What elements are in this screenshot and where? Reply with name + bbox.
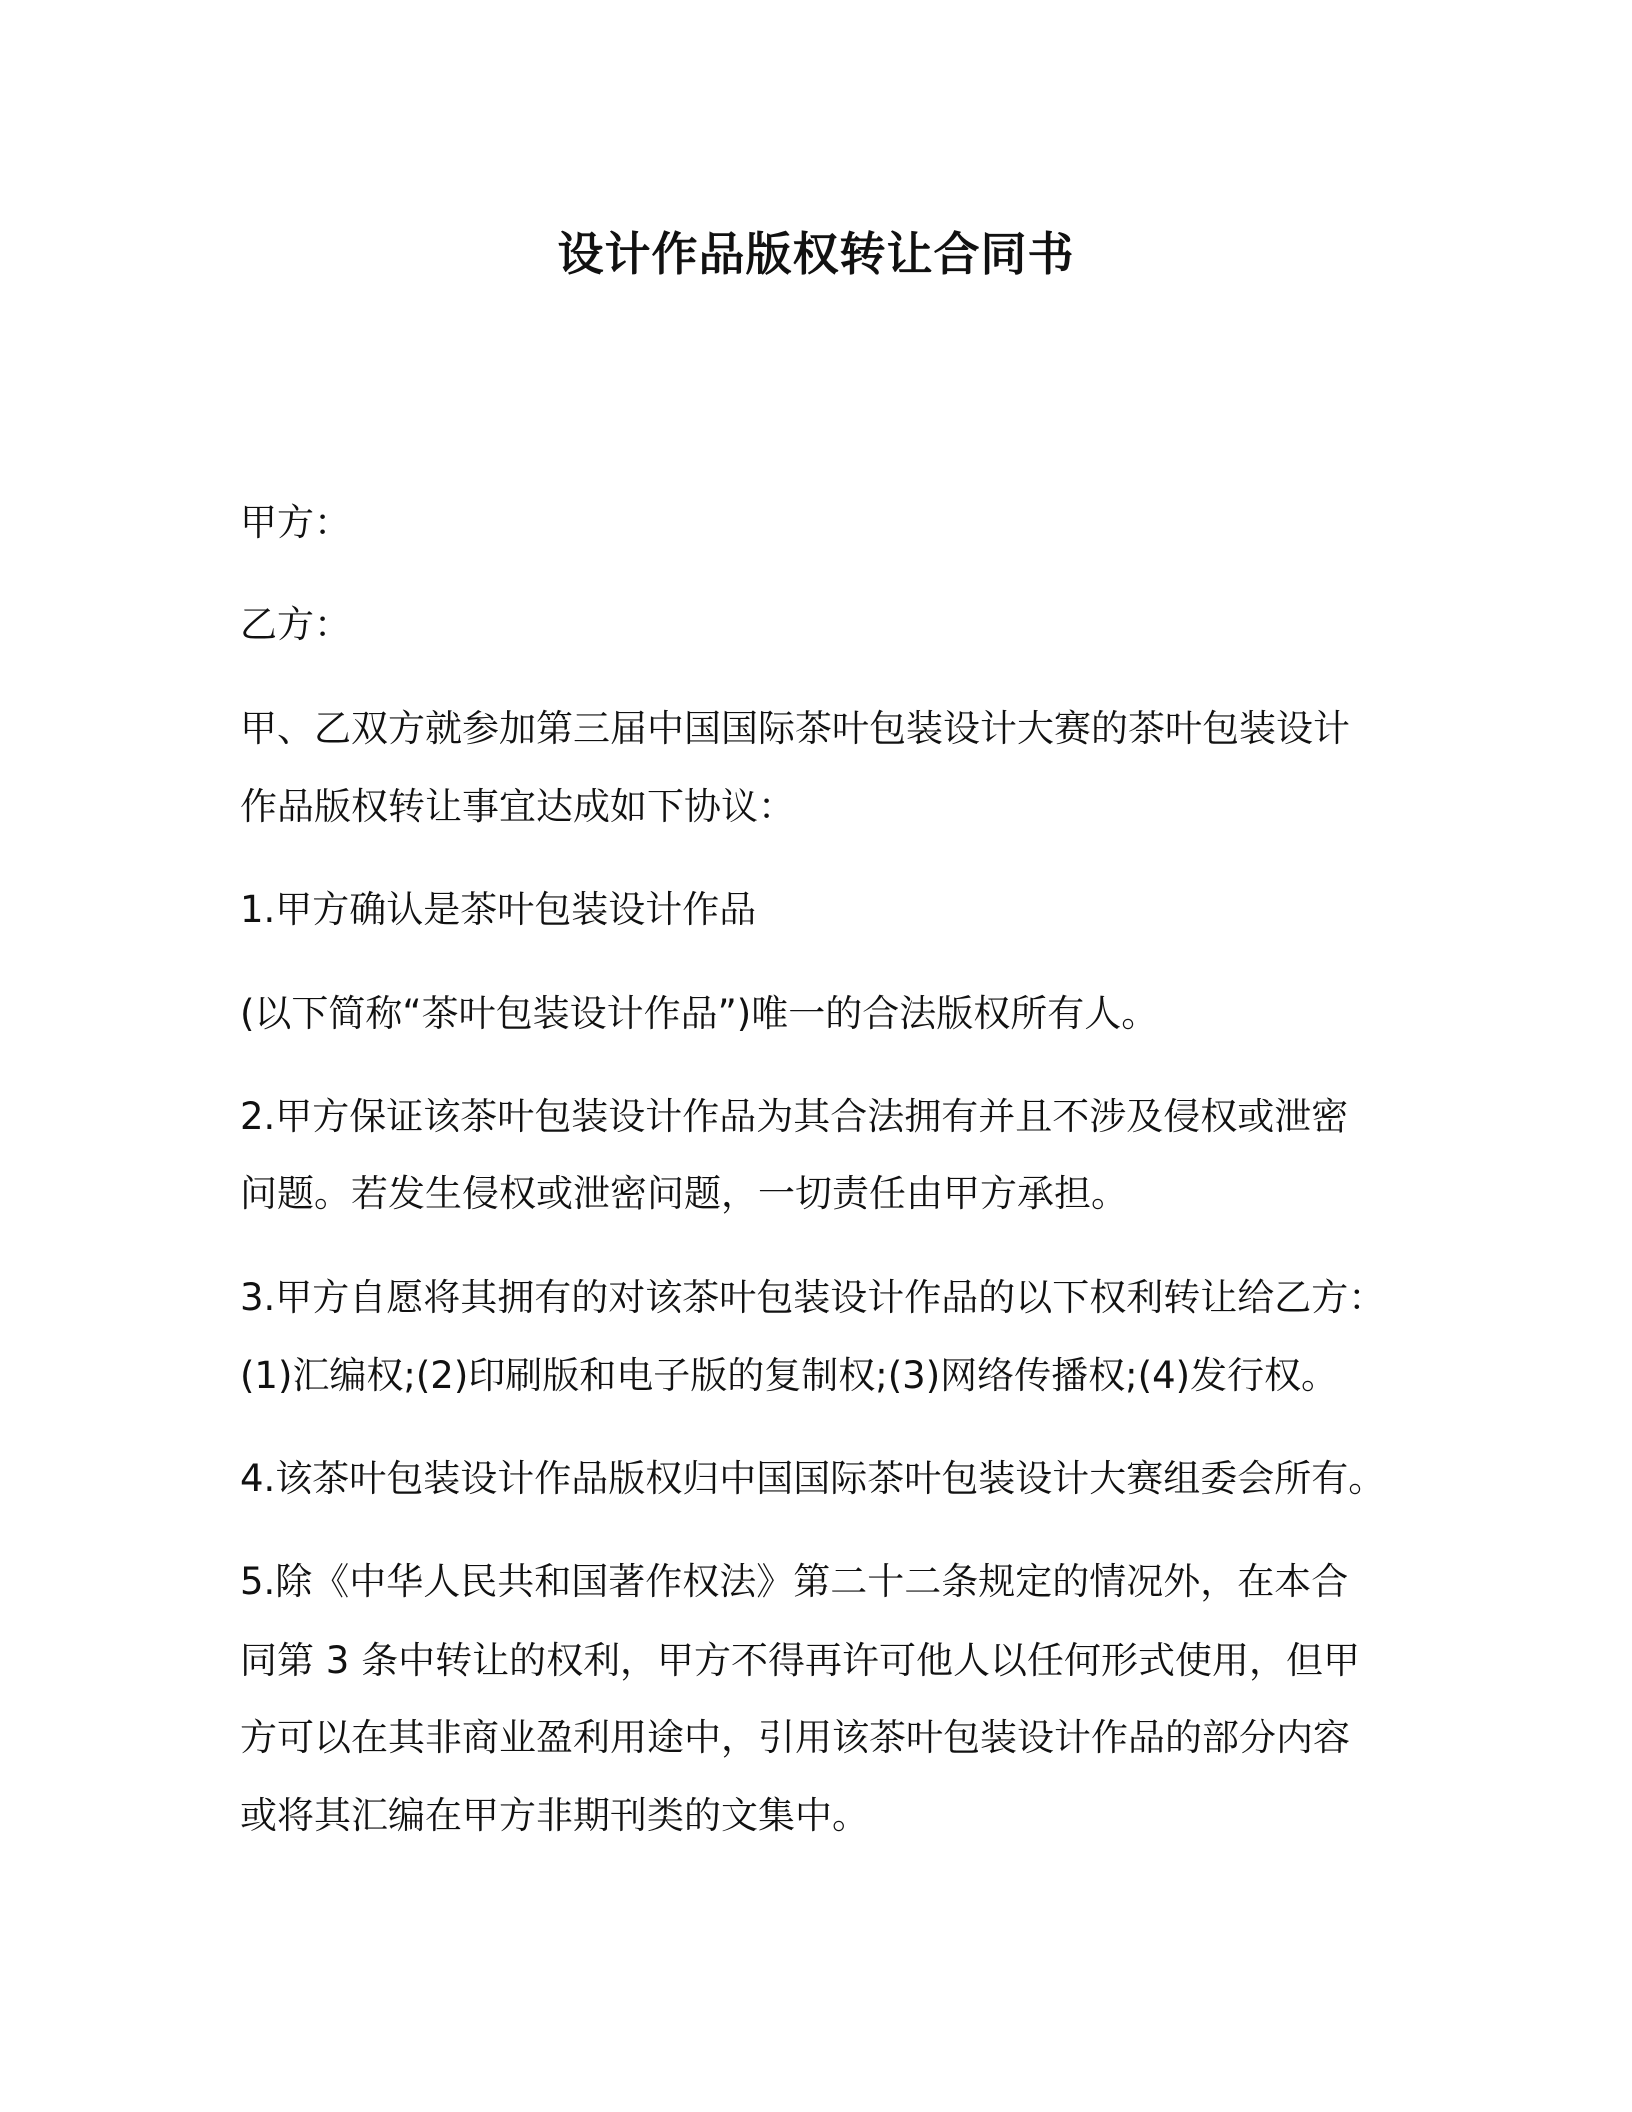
- party-a-label: 甲方：: [240, 501, 351, 544]
- party-b-label: 乙方：: [240, 603, 351, 646]
- clause-5-line-3: 方可以在其非商业盈利用途中，引用该茶叶包装设计作品的部分内容: [240, 1716, 1350, 1759]
- clause-2-line-1: 2.甲方保证该茶叶包装设计作品为其合法拥有并且不涉及侵权或泄密: [240, 1095, 1349, 1138]
- clause-4-line-1: 4.该茶叶包装设计作品版权归中国国际茶叶包装设计大赛组委会所有。: [240, 1457, 1386, 1500]
- clause-5-line-2: 同第 3 条中转让的权利，甲方不得再许可他人以任何形式使用，但甲: [240, 1639, 1361, 1682]
- clause-5-line-4: 或将其汇编在甲方非期刊类的文集中。: [240, 1794, 869, 1837]
- document-title: 设计作品版权转让合同书: [557, 227, 1075, 281]
- clause-2-line-2: 问题。若发生侵权或泄密问题，一切责任由甲方承担。: [240, 1172, 1128, 1215]
- clause-3-line-2: (1)汇编权;(2)印刷版和电子版的复制权;(3)网络传播权;(4)发行权。: [240, 1354, 1339, 1397]
- clause-1-line-1: 1.甲方确认是茶叶包装设计作品: [240, 888, 757, 931]
- clause-1-line-2: (以下简称“茶叶包装设计作品”)唯一的合法版权所有人。: [240, 992, 1159, 1035]
- intro-line-2: 作品版权转让事宜达成如下协议：: [240, 785, 795, 828]
- clause-5-line-1: 5.除《中华人民共和国著作权法》第二十二条规定的情况外，在本合: [240, 1560, 1349, 1603]
- clause-3-line-1: 3.甲方自愿将其拥有的对该茶叶包装设计作品的以下权利转让给乙方：: [240, 1276, 1386, 1319]
- intro-line-1: 甲、乙双方就参加第三届中国国际茶叶包装设计大赛的茶叶包装设计: [240, 707, 1350, 750]
